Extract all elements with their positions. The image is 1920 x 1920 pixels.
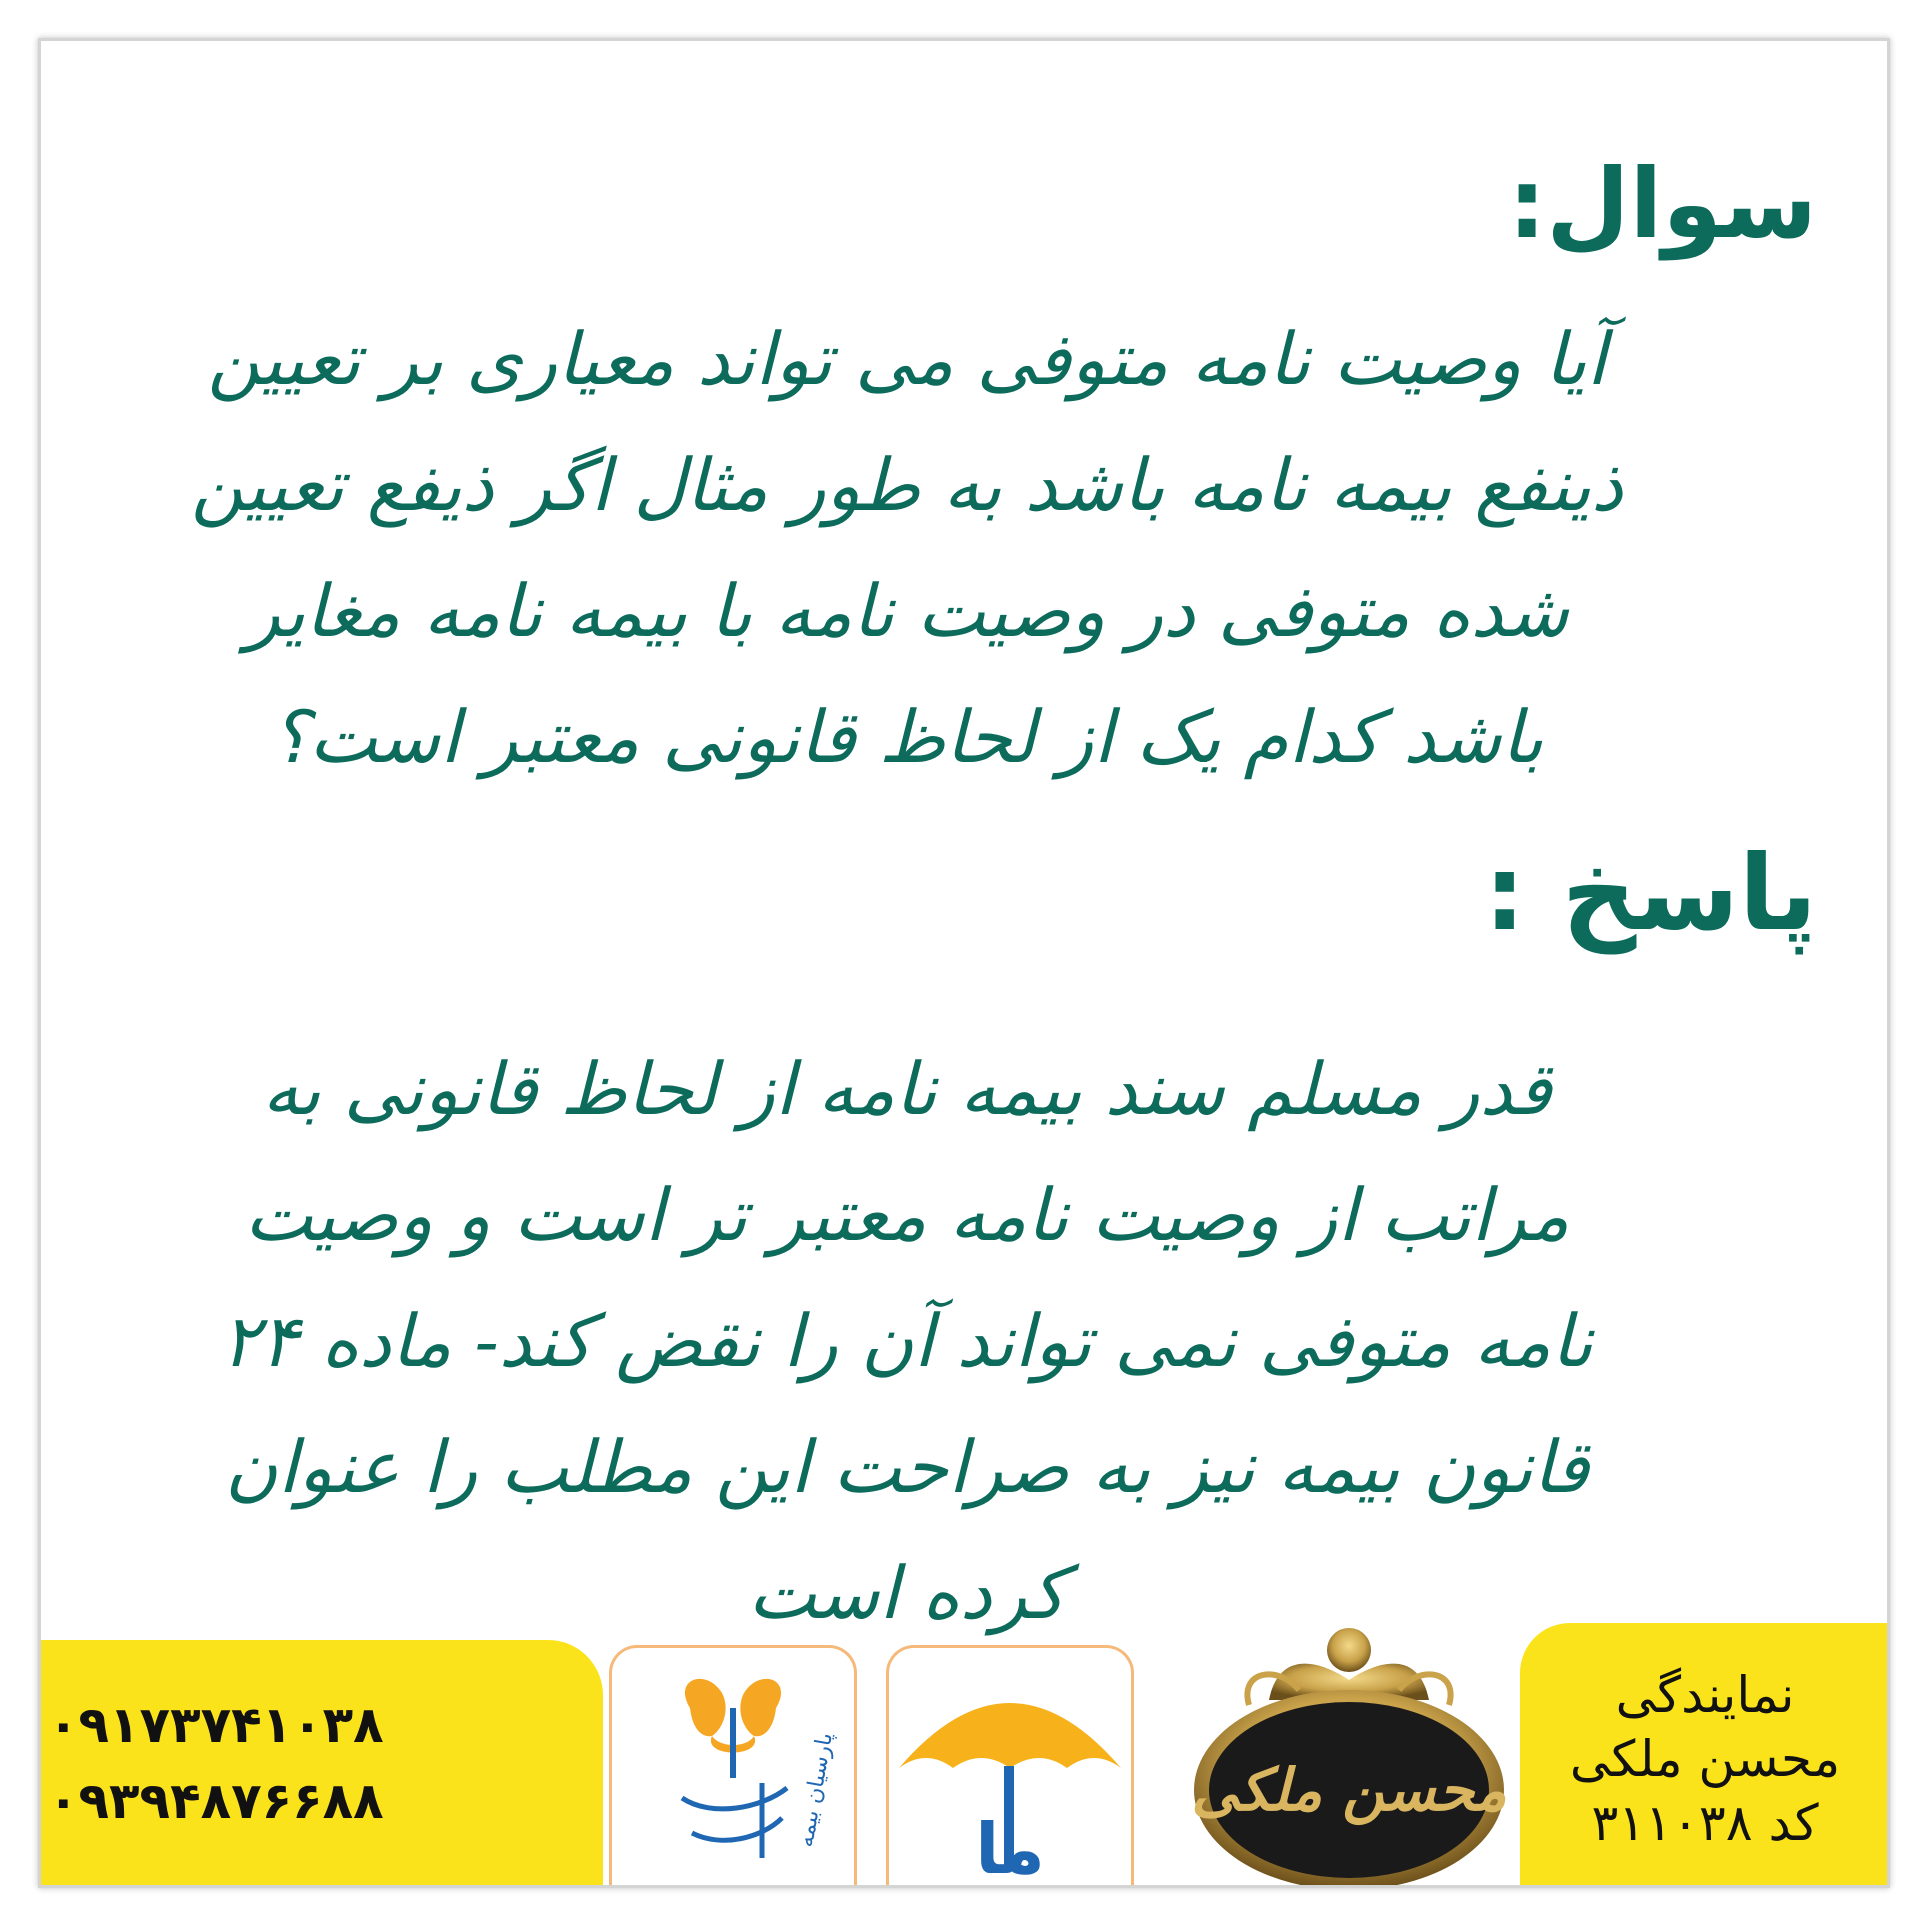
post-card bbox=[38, 38, 1890, 1888]
answer-heading: پاسخ : bbox=[1483, 832, 1817, 954]
parsian-insurance-logo bbox=[609, 1645, 857, 1885]
question-text: آیا وصیت نامه متوفی می تواند معیاری بر تعیین ذینفع بیمه نامه باشد به طور مثال اگر ذیفع تعیین شده متوفی در وصیت نامه با بیمه نامه مغایر باشد کدام یک از لحاظ قانونی معتبر است؟ bbox=[190, 317, 1624, 779]
agent-name: محسن ملکی bbox=[1569, 1730, 1841, 1788]
phone-panel bbox=[38, 1640, 603, 1885]
umbrella-icon bbox=[889, 1648, 1131, 1884]
parsian-logo-text: پارسیان بیمه bbox=[793, 1730, 838, 1850]
parsian-flower-icon bbox=[612, 1648, 854, 1884]
phone-number[interactable]: ۰۹۱۷۳۷۴۱۰۳۸ bbox=[48, 1695, 384, 1754]
footer-bar bbox=[41, 1615, 1887, 1885]
agent-info-panel bbox=[1520, 1623, 1890, 1885]
agent-code: کد ۳۱۱۰۳۸ bbox=[1591, 1794, 1819, 1852]
phone-number[interactable]: ۰۹۳۹۴۸۷۶۶۸۸ bbox=[48, 1771, 384, 1830]
agent-emblem bbox=[1149, 1610, 1549, 1885]
agent-label: نمایندگی bbox=[1615, 1666, 1795, 1724]
emblem-icon bbox=[1149, 1610, 1549, 1885]
emblem-name-text: محسن ملکی bbox=[1191, 1756, 1507, 1824]
ma-insurance-logo bbox=[886, 1645, 1134, 1885]
ma-logo-text: ما bbox=[975, 1808, 1045, 1884]
question-heading: سوال: bbox=[1507, 148, 1817, 260]
answer-text: قدر مسلم سند بیمه نامه از لحاظ قانونی به مراتب از وصیت نامه معتبر تر است و وصیت نامه متوفی نمی تواند آن را نقض کند- ماده ۲۴ قانون بیمه نیز به صراحت این مطلب را عنوان کرده است bbox=[221, 1047, 1593, 1635]
